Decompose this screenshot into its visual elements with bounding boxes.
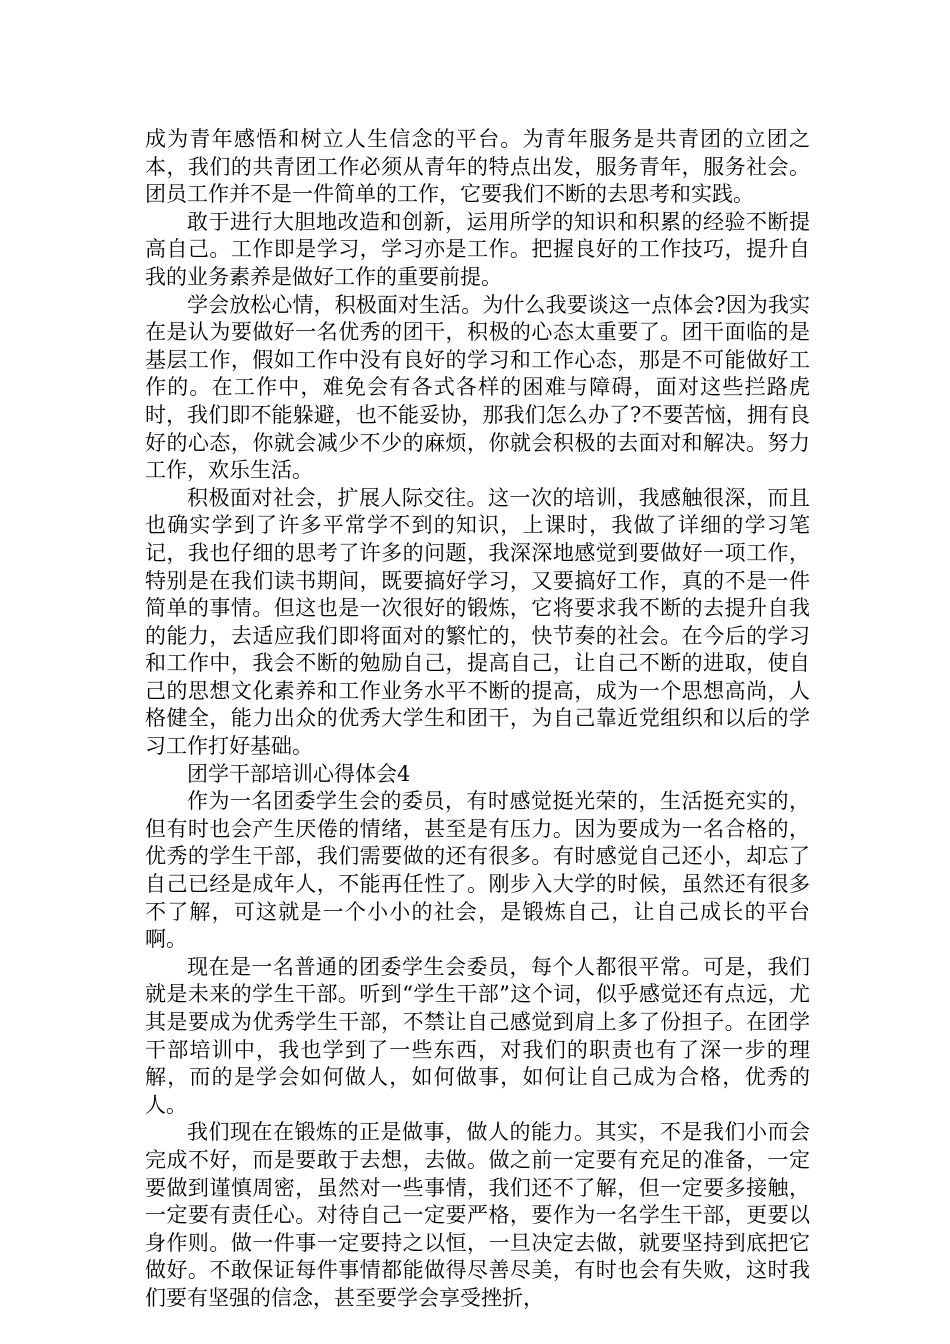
paragraph-2: 敢于进行大胆地改造和创新，运用所学的知识和积累的经验不断提高自己。工作即是学习，学习亦是工作。把握良好的工作技巧，提升自我的业务素养是做好工作的重要前提。 <box>145 209 810 289</box>
section-heading: 团学干部培训心得体会4 <box>187 761 411 786</box>
paragraph-7: 我们现在在锻炼的正是做事，做人的能力。其实，不是我们小而会完成不好，而是要敢于去想，去做。做之前一定要有充足的准备，一定要做到谨慎周密，虽然对一些事情，我们还不了解，但一定要多接触，一定要有责任心。对待自己一定要严格，要作为一名学生干部，更要以身作则。做一件事一定要持之以恒，一旦决定去做，就要坚持到底把它做好。不敢保证每件事情都能做得尽善尽美，有时也会有失败，这时我们要有坚强的信念，甚至要学会享受挫折， <box>145 1120 810 1310</box>
paragraph-1: 成为青年感悟和树立人生信念的平台。为青年服务是共青团的立团之本，我们的共青团工作必须从青年的特点出发，服务青年，服务社会。团员工作并不是一件简单的工作，它要我们不断的去思考和实践。 <box>145 127 810 207</box>
document-body <box>145 126 810 1313</box>
paragraph-4: 积极面对社会，扩展人际交往。这一次的培训，我感触很深，而且也确实学到了许多平常学不到的知识，上课时，我做了详细的学习笔记，我也仔细的思考了许多的问题，我深深地感觉到要做好一项工作，特别是在我们读书期间，既要搞好学习，又要搞好工作，真的不是一件简单的事情。但这也是一次很好的锻炼，它将要求我不断的去提升自我的能力，去适应我们即将面对的繁忙的，快节奏的社会。在今后的学习和工作中，我会不断的勉励自己，提高自己，让自己不断的进取，使自己的思想文化素养和工作业务水平不断的提高，成为一个思想高尚，人格健全，能力出众的优秀大学生和团干，为自己靠近党组织和以后的学习工作打好基础。 <box>145 485 810 759</box>
paragraph-5: 作为一名团委学生会的委员，有时感觉挺光荣的，生活挺充实的，但有时也会产生厌倦的情绪，甚至是有压力。因为要成为一名合格的，优秀的学生干部，我们需要做的还有很多。有时感觉自己还小，却忘了自己已经是成年人，不能再任性了。刚步入大学的时候，虽然还有很多不了解，可这就是一个小小的社会，是锻炼自己，让自己成长的平台啊。 <box>145 789 810 952</box>
paragraph-6: 现在是一名普通的团委学生会委员，每个人都很平常。可是，我们就是未来的学生干部。听到“学生干部”这个词，似乎感觉还有点远，尤其是要成为优秀学生干部，不禁让自己感觉到肩上多了份担子。在团学干部培训中，我也学到了一些东西，对我们的职责也有了深一步的理解，而的是学会如何做人，如何做事，如何让自己成为合格，优秀的人。 <box>145 954 810 1117</box>
paragraph-3: 学会放松心情，积极面对生活。为什么我要谈这一点体会?因为我实在是认为要做好一名优秀的团干，积极的心态太重要了。团干面临的是基层工作，假如工作中没有良好的学习和工作心态，那是不可能做好工作的。在工作中，难免会有各式各样的困难与障碍，面对这些拦路虎时，我们即不能躲避，也不能妥协，那我们怎么办了?不要苦恼，拥有良好的心态，你就会减少不少的麻烦，你就会积极的去面对和解决。努力工作，欢乐生活。 <box>145 292 810 483</box>
